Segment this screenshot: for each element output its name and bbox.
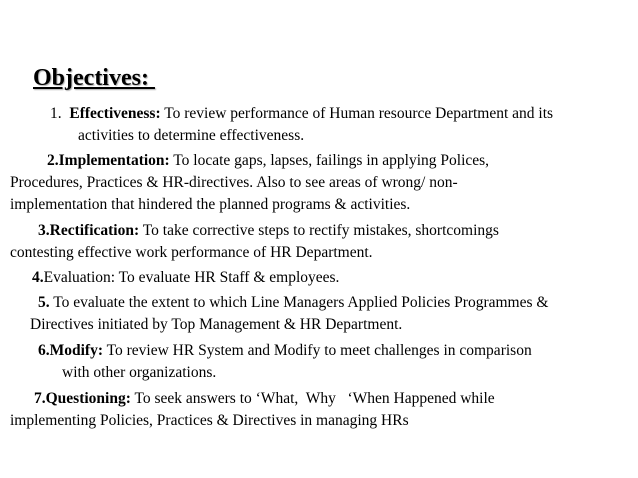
item-text: activities to determine effectiveness. (78, 127, 305, 144)
objective-item-5-line-1 (38, 292, 548, 314)
item-heading: Questioning: (45, 390, 131, 407)
item-text: implementation that hindered the planned programs & activities. (10, 196, 411, 213)
item-text: Procedures, Practices & HR-directives. Also to see areas of wrong/ non- (10, 174, 458, 191)
item-number: 7. (34, 390, 46, 407)
objective-item-6-line-1 (38, 340, 532, 362)
item-heading: Rectification: (49, 222, 140, 239)
objective-item-6-line-2 (62, 362, 216, 384)
item-text: To review HR System and Modify to meet challenges in comparison (103, 342, 532, 359)
objective-item-1-line-2 (78, 125, 304, 147)
item-text: implementing Policies, Practices & Directives in managing HRs (10, 412, 409, 429)
item-text: To seek answers to ‘What, Why ‘When Happened while (130, 390, 495, 407)
item-heading: Implementation: (58, 152, 170, 169)
item-number: 2. (47, 152, 59, 169)
objective-item-7-line-2 (10, 410, 409, 432)
item-text: To locate gaps, lapses, failings in applying Polices, (169, 152, 490, 169)
item-text: with other organizations. (62, 364, 217, 381)
item-number: 1. (50, 105, 70, 122)
objective-item-4-line-1 (32, 267, 339, 289)
item-text: To review performance of Human resource Department and its (160, 105, 554, 122)
item-number: 5. (38, 294, 50, 311)
item-number: 3. (38, 222, 50, 239)
objective-item-7-line-1 (34, 388, 495, 410)
item-text: Directives initiated by Top Management & HR Department. (30, 316, 403, 333)
item-heading: Effectiveness: (69, 105, 161, 122)
item-heading: Modify: (49, 342, 104, 359)
item-number: 4. (32, 269, 44, 286)
objective-item-2-line-2 (10, 172, 458, 194)
item-number: 6. (38, 342, 50, 359)
item-text: contesting effective work performance of HR Department. (10, 244, 373, 261)
item-text: To take corrective steps to rectify mistakes, shortcomings (139, 222, 499, 239)
objective-item-5-line-2 (30, 314, 402, 336)
objective-item-3-line-1 (38, 220, 499, 242)
slide-title: Objectives: (33, 65, 155, 91)
item-text: Evaluation: To evaluate HR Staff & employees. (43, 269, 340, 286)
objective-item-2-line-1 (47, 150, 489, 172)
objective-item-1-line-1 (50, 103, 553, 125)
objective-item-2-line-3 (10, 194, 410, 216)
objective-item-3-line-2 (10, 242, 373, 264)
item-text: To evaluate the extent to which Line Managers Applied Policies Programmes & (49, 294, 549, 311)
